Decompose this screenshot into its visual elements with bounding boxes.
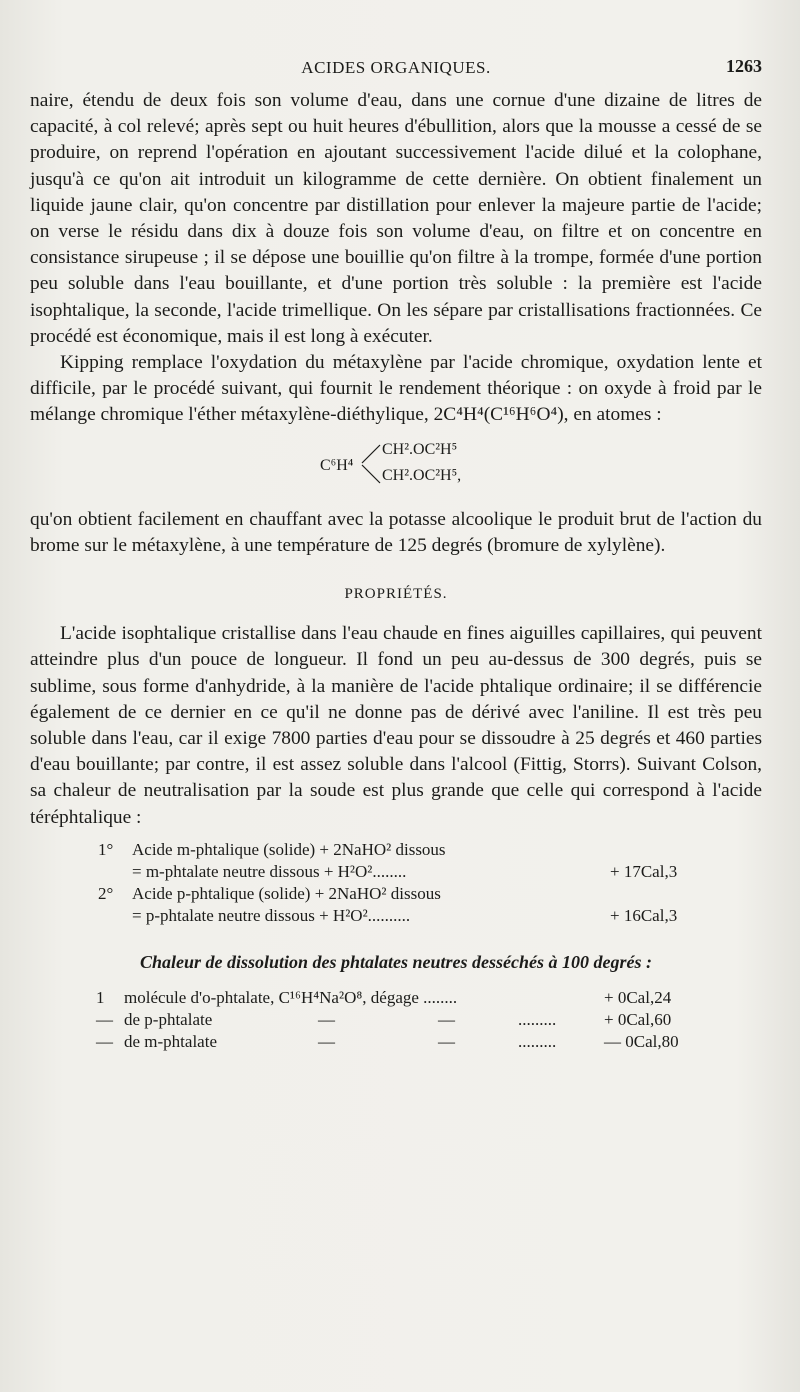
reaction-2-line-1 <box>30 883 762 905</box>
ditto-mark: — <box>318 1032 335 1052</box>
running-head <box>30 56 762 82</box>
structural-formula <box>30 437 762 499</box>
formula-branch-bottom: CH².OC²H⁵, <box>382 466 462 484</box>
row-label: molécule d'o-phtalate, C¹⁶H⁴Na²O⁸, dégage ........ <box>124 988 458 1008</box>
paragraph-1: naire, étendu de deux fois son volume d'eau, dans une cornue d'une dizaine de litres de capacité, à col relevé; après sept ou huit heures d'ébullition, alors que la mousse a cessé de se produire, on reprend l'opération en ajoutant successivement l'acide dilué et la colophane, jusqu'à ce qu'on ait introduit un kilogramme de cette dernière. On obtient finalement un liquide jaune clair, qu'on concentre par distillation pour enlever la majeure partie de l'acide; on verse le résidu dans dix à douze fois son volume d'eau, on filtre et on concentre en consistance sirupeuse ; il se dépose une bouillie qu'on filtre à la trompe, formée d'une portion peu soluble dans l'eau bouillante, et d'une portion très soluble : la première est l'acide isophtalique, la seconde, l'acide trimellique. On les sépare par cristallisations fractionnées. Ce procédé est économique, mais il est long à exécuter. <box>30 90 762 347</box>
reaction-text: Acide m-phtalique (solide) + 2NaHO² dissous <box>132 839 446 859</box>
row-count: — <box>96 1010 113 1030</box>
row-value: + 0Cal,24 <box>604 988 672 1008</box>
table-row <box>30 1009 762 1031</box>
section-title: PROPRIÉTÉS. <box>344 586 448 603</box>
formula-core: C⁶H⁴ <box>320 456 354 474</box>
table-row <box>30 1031 762 1053</box>
reaction-product: = p-phtalate neutre dissous + H²O².......... <box>132 905 411 925</box>
paragraph-2 <box>30 350 762 429</box>
row-value: — 0Cal,80 <box>604 1032 679 1052</box>
reaction-product: = m-phtalate neutre dissous + H²O²........ <box>132 861 407 881</box>
reaction-2-line-2 <box>30 905 762 927</box>
paragraph-4: L'acide isophtalique cristallise dans l'eau chaude en fines aiguilles capillaires, qui peuvent atteindre plus d'un pouce de longueur. Il fond un peu au-dessus de 300 degrés, puis se sublime, sous forme d'anhydride, à la manière de l'acide phtalique ordinaire; il se différencie également de ce dernier en ce qu'il ne donne pas de dérivé avec l'aniline. Il est très peu soluble dans l'eau, car il exige 7800 parties d'eau pour se dissoudre à 25 degrés et 460 parties d'eau bouillante; par contre, il est assez soluble dans l'alcool (Fittig, Storrs). Suivant Colson, sa chaleur de neutralisation par la soude est plus grande que celle qui correspond à l'acide téréphtalique : <box>30 623 762 828</box>
table-title: Chaleur de dissolution des phtalates neutres desséchés à 100 degrés : <box>139 951 653 972</box>
paragraph-2-text: Kipping remplace l'oxydation du métaxylène par l'acide chromique, oxydation lente et difficile, par le procédé suivant, qui fournit le rendement théorique : on oxyde à froid par le mélange chromique l'éther métaxylène-diéthylique, <box>30 352 762 426</box>
paragraph-2-formula: 2C⁴H⁴(C¹⁶H⁶O⁴), en atomes : <box>433 404 662 426</box>
row-count: — <box>96 1032 113 1052</box>
page-number: 1263 <box>726 56 762 76</box>
row-value: + 0Cal,60 <box>604 1010 672 1030</box>
reaction-1-line-1 <box>30 839 762 861</box>
reaction-heat-value: + 16Cal,3 <box>610 905 678 925</box>
dissolution-heat-table <box>30 987 762 1053</box>
reaction-list <box>30 839 762 927</box>
table-row <box>30 987 762 1009</box>
row-count: 1 <box>96 988 105 1008</box>
row-label: de p-phtalate <box>124 1010 213 1030</box>
reaction-number: 2° <box>98 883 114 903</box>
ditto-mark: — <box>438 1032 455 1052</box>
paragraph-3: qu'on obtient facilement en chauffant avec la potasse alcoolique le produit brut de l'action du brome sur le métaxylène, à une température de 125 degrés (bromure de xylylène). <box>30 508 762 556</box>
row-label: de m-phtalate <box>124 1032 217 1052</box>
reaction-text: Acide p-phtalique (solide) + 2NaHO² dissous <box>132 883 441 903</box>
page-content <box>30 88 762 1053</box>
ditto-mark: — <box>438 1010 455 1030</box>
ditto-mark: — <box>318 1010 335 1030</box>
formula-branch-lines <box>360 437 382 489</box>
leader-dots: ......... <box>518 1010 557 1030</box>
reaction-heat-value: + 17Cal,3 <box>610 861 678 881</box>
running-title: ACIDES ORGANIQUES. <box>301 58 491 77</box>
reaction-number: 1° <box>98 839 114 859</box>
reaction-1-line-2 <box>30 861 762 883</box>
leader-dots: ......... <box>518 1032 557 1052</box>
formula-branch-top: CH².OC²H⁵ <box>382 440 458 458</box>
